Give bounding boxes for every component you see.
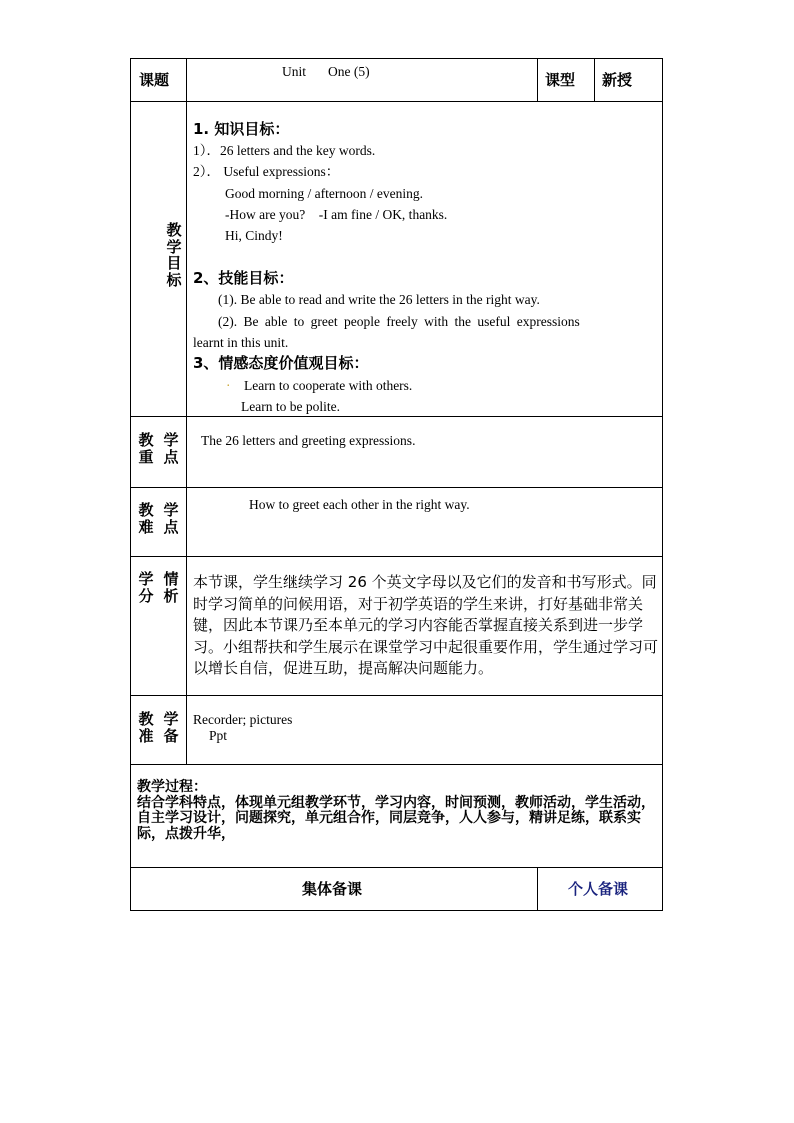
analysis-label-right bbox=[162, 571, 180, 604]
objectives-label-char: 标 bbox=[166, 270, 182, 289]
preparation-line-2: Ppt bbox=[209, 728, 228, 743]
footer-divider bbox=[537, 867, 538, 911]
attitude-heading: 3、情感态度价值观目标： bbox=[193, 354, 369, 372]
preparation-label-right bbox=[162, 711, 180, 744]
course-title-rest: One (5) bbox=[328, 64, 370, 79]
preparation-label-left bbox=[137, 711, 155, 744]
personal-prep-label: 个人备课 bbox=[568, 880, 629, 898]
preparation-line-1: Recorder; pictures bbox=[193, 712, 293, 727]
row-divider bbox=[130, 867, 663, 868]
skills-heading: 2、技能目标： bbox=[193, 269, 294, 287]
attitude-item-2: Learn to be polite. bbox=[241, 399, 340, 414]
row-divider bbox=[130, 764, 663, 765]
collective-prep-label: 集体备课 bbox=[302, 880, 363, 898]
label-char: 学 bbox=[163, 501, 179, 519]
difficulties-text: How to greet each other in the right way. bbox=[249, 497, 470, 512]
label-char: 学 bbox=[163, 710, 179, 728]
type-value: 新授 bbox=[602, 71, 633, 89]
difficulties-label-left bbox=[137, 502, 155, 535]
row-divider bbox=[130, 487, 663, 488]
expression-3: Hi, Cindy! bbox=[225, 228, 283, 243]
type-label: 课型 bbox=[545, 71, 576, 89]
objectives-label-char: 目 bbox=[166, 254, 182, 272]
process-heading: 教学过程： bbox=[137, 779, 207, 795]
course-title-unit: Unit bbox=[282, 64, 307, 79]
process-text: 结合学科特点，体现单元组教学环节，学习内容，时间预测，教师活动，学生活动，自主学习设计，问题探究，单元组合作，同层竞争，人人参与，精讲足练，联系实际，点拨升华， bbox=[137, 794, 655, 842]
skills-item-2-line-2: learnt in this unit. bbox=[193, 335, 289, 350]
header-divider bbox=[537, 58, 538, 101]
course-label: 课题 bbox=[139, 71, 170, 89]
label-char: 情 bbox=[163, 570, 179, 588]
skills-item-2-line-1: (2). Be able to greet people freely with the useful expressions bbox=[218, 314, 580, 329]
skills-item-1: (1). Be able to read and write the 26 letters in the right way. bbox=[218, 292, 540, 307]
label-char: 析 bbox=[163, 586, 179, 605]
bullet-mark: · bbox=[226, 378, 231, 393]
objectives-label-char: 学 bbox=[166, 237, 182, 256]
label-char: 教 bbox=[138, 431, 154, 449]
difficulties-label-right bbox=[162, 502, 180, 535]
label-char: 学 bbox=[163, 431, 179, 449]
attitude-item-1: Learn to cooperate with others. bbox=[244, 378, 413, 393]
row-divider bbox=[130, 416, 663, 417]
objectives-label bbox=[165, 222, 183, 288]
label-column-divider bbox=[186, 58, 187, 764]
label-char: 难 bbox=[138, 517, 154, 536]
knowledge-item-1: 1）．26 letters and the key words. bbox=[193, 143, 376, 158]
objectives-label-char: 教 bbox=[166, 221, 182, 239]
knowledge-item-2: 2）． Useful expressions： bbox=[193, 164, 340, 179]
analysis-text: 本节课，学生继续学习 26 个英文字母以及它们的发音和书写形式。同时学习简单的问候用语，对于初学英语的学生来讲，打好基础非常关键，因此本节课乃至本单元的学习内容能否掌握直接关系到进一步学习。小组帮扶和学生展示在课堂学习中起很重要作用，学生通过学习可以增长自信，促进互助，提高解决问题能力。 bbox=[193, 573, 659, 677]
analysis-label-left bbox=[137, 571, 155, 604]
label-char: 点 bbox=[163, 447, 179, 466]
expression-2: -How are you? -I am fine / OK, thanks. bbox=[225, 207, 448, 222]
label-char: 重 bbox=[138, 447, 154, 466]
label-char: 教 bbox=[138, 710, 154, 728]
label-char: 点 bbox=[163, 517, 179, 536]
label-char: 教 bbox=[138, 501, 154, 519]
label-char: 备 bbox=[163, 726, 179, 745]
expression-1: Good morning / afternoon / evening. bbox=[225, 186, 423, 201]
knowledge-heading: 1. 知识目标： bbox=[193, 120, 290, 138]
label-char: 学 bbox=[138, 570, 154, 588]
label-char: 准 bbox=[138, 726, 154, 745]
row-divider bbox=[130, 101, 663, 102]
row-divider bbox=[130, 695, 663, 696]
key-points-text: The 26 letters and greeting expressions. bbox=[201, 433, 416, 448]
header-divider bbox=[594, 58, 595, 101]
teaching-process bbox=[137, 780, 657, 842]
label-char: 分 bbox=[138, 586, 154, 605]
key-points-label-left bbox=[137, 432, 155, 465]
row-divider bbox=[130, 556, 663, 557]
key-points-label-right bbox=[162, 432, 180, 465]
